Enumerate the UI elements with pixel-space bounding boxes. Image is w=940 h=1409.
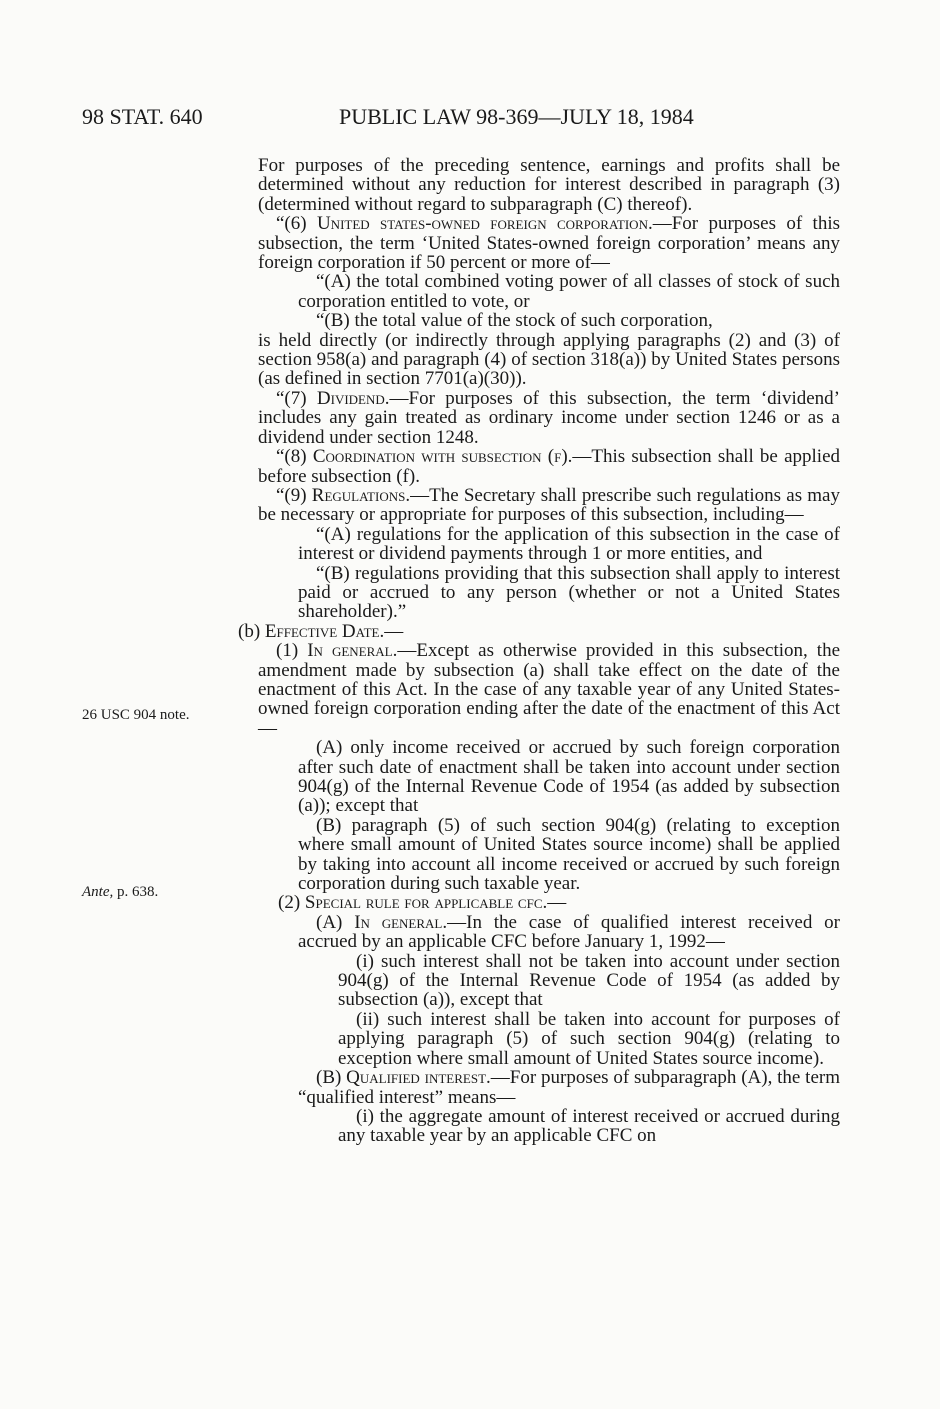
paragraph-6-us-owned-foreign-corp: “(6) United states-owned foreign corporation.—For purposes of this subsection, the term ‘United States-owned foreign corporation’ means any foreign corporation if 50 percent or more of— [258, 213, 840, 274]
public-law-title: PUBLIC LAW 98-369—JULY 18, 1984 [339, 104, 694, 129]
section-heading: Regulations. [311, 484, 411, 506]
section-heading: Effective Date. [264, 620, 385, 642]
paragraph-9-regulations: “(9) Regulations.—The Secretary shall prescribe such regulations as may be necessary or appropriate for purposes of this subsection, including— [258, 484, 840, 526]
section-heading: Dividend. [316, 387, 390, 409]
statute-body [0, 156, 940, 1146]
section-heading: United states-owned foreign corporation. [316, 213, 653, 235]
paragraph-b-1-in-general: (1) In general.—Except as otherwise provided in this subsection, the amendment made by subsection (a) shall take effect on the date of the enactment of this Act. In the case of any taxable year of any United States-owned foreign corporation ending after the date of the enactment of this Act— [258, 640, 841, 739]
paragraph-6-B: “(B) the total value of the stock of such corporation, [316, 310, 713, 332]
paragraph-b-2-B-qualified-interest: (B) Qualified interest.—For purposes of subparagraph (A), the term “qualified interest” means— [298, 1067, 840, 1108]
paragraph-9-A: “(A) regulations for the application of this subsection in the case of interest or dividend payments through 1 or more entities, and [298, 523, 840, 565]
section-heading: Coordination with subsection (f). [312, 446, 573, 468]
subsection-b-effective-date: (b) Effective Date.— [238, 620, 404, 642]
paragraph-9-B: “(B) regulations providing that this subsection shall apply to interest paid or accrued to any person (whether or not a United States shareholder).” [298, 562, 840, 623]
section-heading: In general. [354, 911, 448, 933]
section-heading: Qualified interest. [346, 1067, 491, 1089]
paragraph-b-2-A-i: (i) such interest shall not be taken into account under section 904(g) of the Internal Revenue Code of 1954 (as added by subsection (a)), except that [338, 950, 840, 1011]
paragraph-8-coordination: “(8) Coordination with subsection (f).—This subsection shall be applied before subsection (f). [258, 446, 841, 487]
paragraph-earnings-profits: For purposes of the preceding sentence, earnings and profits shall be determined without any reduction for interest described in paragraph (3) (determined without regard to subparagraph (C) thereof). [258, 155, 840, 215]
statute-page-reference: 98 STAT. 640 [82, 104, 203, 129]
ante-label: Ante, [82, 884, 114, 900]
paragraph-6-A: “(A) the total combined voting power of all classes of stock of such corporation entitled to vote, or [298, 271, 840, 312]
paragraph-b-2-A-in-general: (A) In general.—In the case of qualified interest received or accrued by an applicable CFC before January 1, 1992— [298, 911, 840, 953]
page-header [0, 104, 940, 132]
paragraph-b-1-A: (A) only income received or accrued by such foreign corporation after such date of enactment shall be taken into account under section 904(g) of the Internal Revenue Code of 1954 (as added by subsection (a)); except that [298, 737, 840, 817]
paragraph-7-dividend: “(7) Dividend.—For purposes of this subsection, the term ‘dividend’ includes any gain treated as ordinary income under section 1246 or as a dividend under section 1248. [258, 387, 840, 448]
paragraph-b-2-special-rule: (2) Special rule for applicable cfc.— [278, 892, 567, 914]
paragraph-b-1-B: (B) paragraph (5) of such section 904(g) (relating to exception where small amount of United States source income) shall be applied by taking into account all income received or accrued by such foreign corporation during such taxable year. [298, 814, 840, 895]
section-heading: In general. [307, 640, 398, 662]
paragraph-b-2-A-ii: (ii) such interest shall be taken into account for purposes of applying paragraph (5) of such section 904(g) (relating to exception where small amount of United States source income). [338, 1008, 840, 1069]
usc-margin-note: 26 USC 904 note. [82, 707, 190, 723]
paragraph-b-2-B-i: (i) the aggregate amount of interest received or accrued during any taxable year by an applicable CFC on [338, 1105, 840, 1147]
section-heading: Special rule for applicable cfc. [304, 892, 548, 914]
paragraph-6-continuation: is held directly (or indirectly through applying paragraphs (2) and (3) of section 958(a) and paragraph (4) of section 318(a)) by United States persons (as defined in section 7701(a)(30)). [258, 329, 840, 390]
ante-page: p. 638. [117, 884, 159, 900]
